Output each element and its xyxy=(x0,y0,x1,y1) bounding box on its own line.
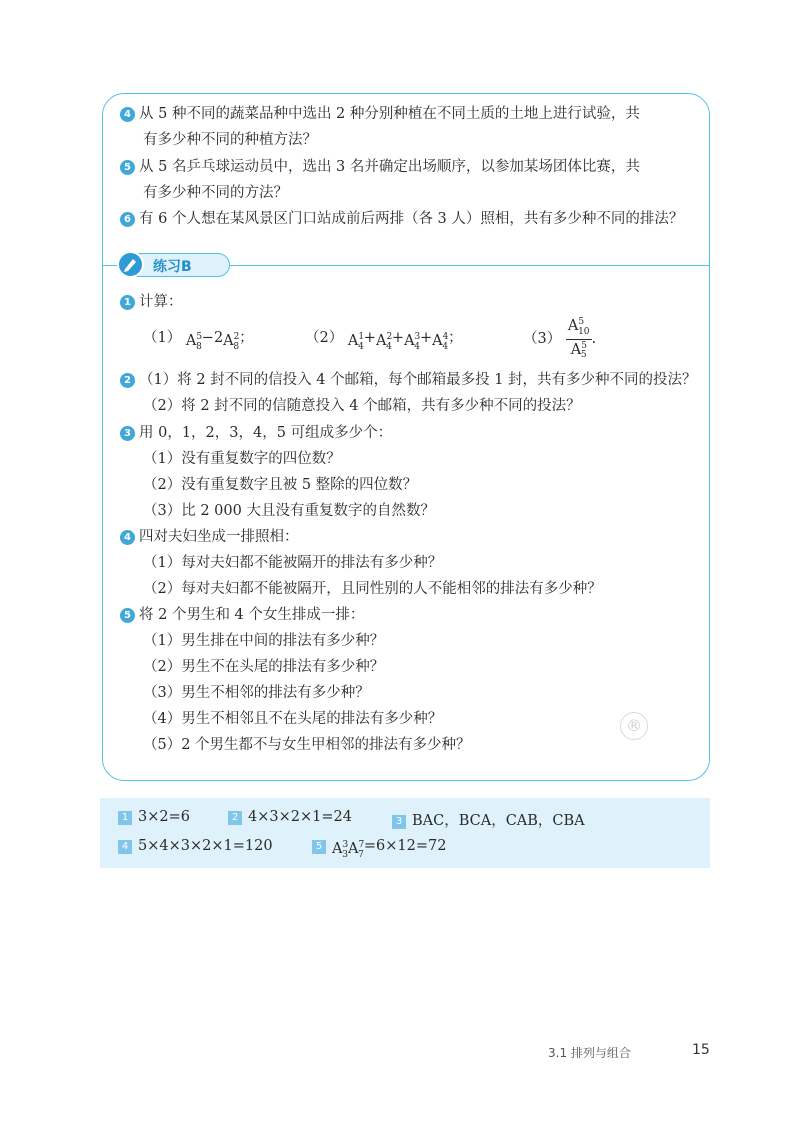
answer-number: 1 xyxy=(118,811,132,825)
answer-text: 4×3×2×1=24 xyxy=(248,809,352,825)
question-text: 从 5 名乒乓球运动员中，选出 3 名并确定出场顺序，以参加某场团体比赛，共 xyxy=(139,159,640,175)
operator: + xyxy=(420,330,433,346)
question-text: 将 2 个男生和 4 个女生排成一排： xyxy=(139,607,365,623)
perm-term xyxy=(348,841,364,860)
perm-symbol: A xyxy=(347,333,359,349)
b-question-5-part3 xyxy=(143,683,370,703)
b-question-3-part1 xyxy=(143,449,341,469)
question-text: （1）每对夫妇都不能被隔开的排法有多少种？ xyxy=(143,555,443,571)
operator: −2 xyxy=(201,330,224,346)
perm-term xyxy=(223,333,239,352)
b-question-2 xyxy=(120,370,697,390)
perm-symbol: A xyxy=(375,333,387,349)
answer-text: 5×4×3×2×1=120 xyxy=(138,838,273,854)
question-6 xyxy=(120,209,683,229)
question-text: 四对夫妇坐成一排照相： xyxy=(139,529,299,545)
perm-symbol: A xyxy=(347,841,359,857)
b-question-2-part2 xyxy=(143,396,581,416)
pencil-icon xyxy=(117,251,144,278)
question-4-cont xyxy=(143,130,317,150)
b-question-1 xyxy=(120,292,183,312)
perm-sup: 2 xyxy=(386,332,393,343)
question-text: 从 5 种不同的蔬菜品种中选出 2 种分别种植在不同土质的土地上进行试验，共 xyxy=(139,106,640,122)
question-text: 有多少种不同的种植方法？ xyxy=(143,132,317,148)
perm-symbol: A xyxy=(332,841,343,857)
registered-mark: ® xyxy=(620,712,648,740)
practice-label-text: 练习B xyxy=(153,259,192,275)
perm-sup: 4 xyxy=(442,332,449,343)
perm-term xyxy=(186,333,202,352)
page-number: 15 xyxy=(692,1042,710,1058)
question-text: （3）男生不相邻的排法有多少种？ xyxy=(143,685,370,701)
question-text: （2）将 2 封不同的信随意投入 4 个邮箱，共有多少种不同的投法？ xyxy=(143,398,581,414)
question-number-badge: 3 xyxy=(120,426,135,441)
question-number-badge: 5 xyxy=(120,608,135,623)
perm-sub: 7 xyxy=(358,849,364,860)
perm-sub: 8 xyxy=(233,341,240,352)
practice-label xyxy=(118,253,230,277)
question-text: （4）男生不相邻且不在头尾的排法有多少种？ xyxy=(143,711,443,727)
perm-symbol: A xyxy=(223,333,234,349)
perm-sub: 4 xyxy=(386,341,392,352)
b-question-5-part1 xyxy=(143,631,384,651)
perm-sub: 4 xyxy=(414,341,421,352)
perm-symbol: A xyxy=(185,333,197,349)
answer-2 xyxy=(228,809,352,825)
perm-term xyxy=(432,333,448,352)
perm-sup: 5 xyxy=(196,332,203,343)
perm-sub: 10 xyxy=(578,326,590,337)
part-label: （2） xyxy=(305,330,344,346)
question-text: 有多少种不同的方法？ xyxy=(143,185,288,201)
part-label: （3） xyxy=(523,331,562,348)
answer-5 xyxy=(312,838,446,860)
answer-4 xyxy=(118,838,273,854)
question-number-badge: 1 xyxy=(120,295,135,310)
perm-term xyxy=(376,333,392,352)
b-question-4 xyxy=(120,527,299,547)
b-question-5-part4 xyxy=(143,709,442,729)
operator: + xyxy=(391,330,405,346)
answer-3 xyxy=(392,809,585,830)
perm-sub: 4 xyxy=(442,341,449,352)
b-question-5-part5 xyxy=(143,735,471,755)
pencil-icon-graphic xyxy=(119,253,142,276)
question-number-badge: 5 xyxy=(120,160,135,175)
question-4 xyxy=(120,104,640,124)
answer-1 xyxy=(118,809,190,825)
fraction-denominator xyxy=(566,340,592,361)
question-5 xyxy=(120,157,640,177)
answer-number: 3 xyxy=(392,815,406,829)
perm-term xyxy=(404,333,420,352)
period: . xyxy=(591,331,597,348)
b-question-3-part2 xyxy=(143,475,417,495)
perm-symbol: A xyxy=(567,317,579,334)
perm-sup: 3 xyxy=(414,332,421,343)
perm-sub: 3 xyxy=(342,849,348,860)
b-question-3-part3 xyxy=(143,501,435,521)
answers-panel xyxy=(100,798,710,868)
perm-sub: 4 xyxy=(358,341,364,352)
question-text: 用 0，1，2，3，4，5 可组成多少个： xyxy=(139,425,393,441)
question-text: 有 6 个人想在某风景区门口站成前后两排（各 3 人）照相，共有多少种不同的排法？ xyxy=(139,211,684,227)
perm-symbol: A xyxy=(570,341,582,358)
b-question-4-part2 xyxy=(143,579,602,599)
fraction-numerator xyxy=(566,318,592,340)
b-question-1-expr1: （1） $A^5_8-2A^2_8$； xyxy=(143,330,254,352)
question-text: （1）男生排在中间的排法有多少种？ xyxy=(143,633,385,649)
b-question-5 xyxy=(120,605,364,625)
perm-term xyxy=(332,841,348,860)
question-text: （2）每对夫妇都不能被隔开，且同性别的人不能相邻的排法有多少种？ xyxy=(143,581,602,597)
answer-number: 4 xyxy=(118,840,132,854)
question-text: （2）没有重复数字且被 5 整除的四位数？ xyxy=(143,477,418,493)
part-label: （1） xyxy=(143,330,182,346)
b-question-1-expr3 xyxy=(523,318,596,360)
fraction xyxy=(566,318,592,360)
operator: + xyxy=(363,330,376,346)
question-text: （5）2 个男生都不与女生甲相邻的排法有多少种？ xyxy=(143,737,471,753)
question-text: （2）男生不在头尾的排法有多少种？ xyxy=(143,659,385,675)
question-number-badge: 2 xyxy=(120,373,135,388)
question-text: （1）没有重复数字的四位数？ xyxy=(143,451,341,467)
perm-sup: 7 xyxy=(358,840,365,851)
perm-sup: 1 xyxy=(358,332,365,343)
answer-text: =6×12=72 xyxy=(363,838,447,854)
perm-symbol: A xyxy=(404,333,415,349)
answer-text: BAC，BCA，CAB，CBA xyxy=(412,813,585,829)
b-question-4-part1 xyxy=(143,553,442,573)
answer-number: 2 xyxy=(228,811,242,825)
perm-sub: 5 xyxy=(580,350,587,361)
b-question-5-part2 xyxy=(143,657,384,677)
perm-sup: 2 xyxy=(233,332,240,343)
b-question-1-expr2: （2） $A^1_4+A^2_4+A^3_4+A^4_4$； xyxy=(305,330,463,352)
section-footer: 3.1 排列与组合 xyxy=(548,1046,631,1060)
question-text: （1）将 2 封不同的信投入 4 个邮箱，每个邮箱最多投 1 封，共有多少种不同的投法？ xyxy=(139,372,697,388)
perm-sup: 3 xyxy=(342,840,349,851)
perm-term xyxy=(348,333,364,352)
perm-sub: 8 xyxy=(196,341,202,352)
question-text: （3）比 2 000 大且没有重复数字的自然数？ xyxy=(143,503,435,519)
question-text: 计算： xyxy=(139,294,183,310)
perm-sup: 5 xyxy=(578,317,585,327)
b-question-3 xyxy=(120,423,392,443)
question-number-badge: 6 xyxy=(120,212,135,227)
answer-number: 5 xyxy=(312,840,326,854)
question-number-badge: 4 xyxy=(120,107,135,122)
perm-sup: 5 xyxy=(581,340,587,351)
question-number-badge: 4 xyxy=(120,530,135,545)
question-5-cont xyxy=(143,183,288,203)
perm-symbol: A xyxy=(432,333,443,349)
answer-text: 3×2=6 xyxy=(138,809,190,825)
